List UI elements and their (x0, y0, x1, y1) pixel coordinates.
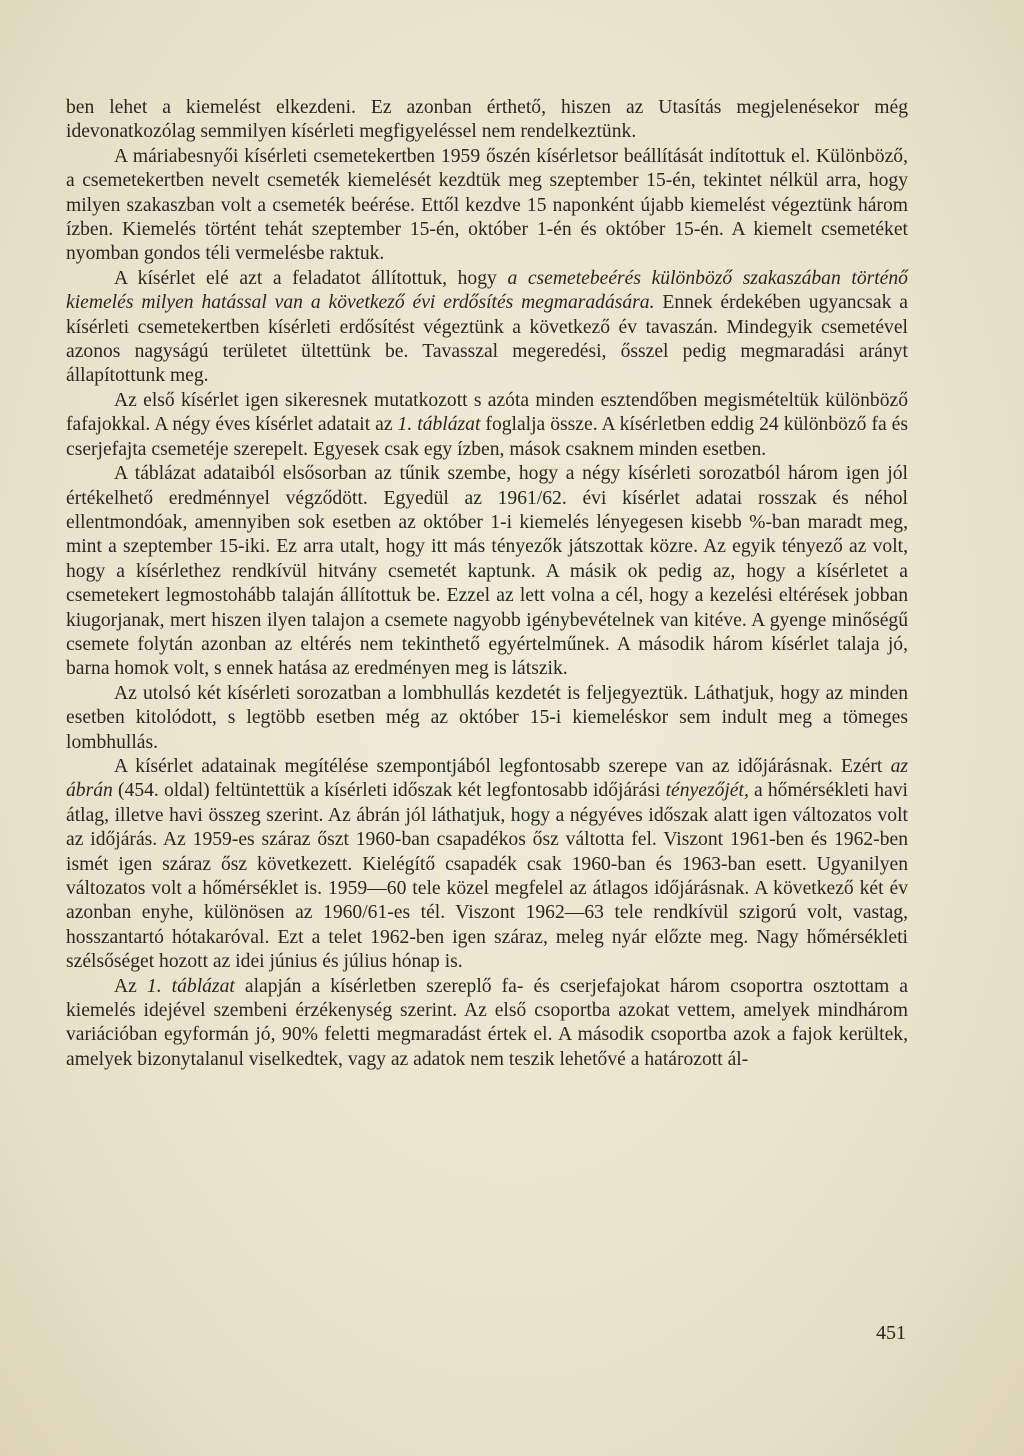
text-segment: A táblázat adataiból elsősorban az tűnik szembe, hogy a négy kísérleti sorozatból három igen jól értékelhető eredménnyel végződött. Egyedül az 1961/62. évi kísérlet adatai rosszak és néhol ellentmondóak, amennyiben sok esetben az október 1-i kiemelés lényegesen kisebb %-ban maradt meg, mint a szeptember 15-iki. Ez arra utalt, hogy itt más tényezők játszottak közre. Az egyik tényező az volt, hogy a kísérlethez rendkívül hitvány csemetét kaptunk. A másik ok pedig az, hogy a kísérletet a csemetekert legmostohább talaján állítottuk be. Ezzel az lett volna a cél, hogy a kezelési eltérések jobban kiugorjanak, mert hiszen ilyen talajon a csemete nagyobb igénybevételnek van kitéve. A gyenge minőségű csemete folytán azonban az eltérés nem tekinthető egyértelműnek. A második három kísérlet talaja jó, barna homok volt, s ennek hatása az eredményen meg is látszik. (66, 463, 908, 680)
text-segment: ben lehet a kiemelést elkezdeni. Ez azonban érthető, hiszen az Utasítás megjelenésekor még idevonatkozólag semmilyen kísérleti megfigyeléssel nem rendelkeztünk. (66, 97, 908, 143)
italic-text: tényezőjét, (665, 780, 749, 802)
italic-text: 1. táblázat (146, 975, 235, 997)
text-segment: (454. oldal) feltüntettük a kísérleti időszak két legfontosabb időjárási (112, 780, 666, 802)
paragraph (66, 145, 908, 267)
text-segment: A kísérlet adatainak megítélése szempontjából legfontosabb szerepe van az időjárásnak. Ezért (114, 755, 891, 777)
text-segment: a hőmérsékleti havi átlag, illetve havi összeg szerint. Az ábrán jól láthatjuk, hogy a négyéves időszak alatt igen változatos volt az időjárás. Az 1959-es száraz őszt 1960-ban csapadékos ősz váltotta fel. Viszont 1961-ben és 1962-ben ismét igen száraz ősz következett. Kielégítő csapadék csak 1960-ban és 1963-ban esett. Ugyanilyen változatos volt a hőmérséklet is. 1959—60 tele közel megfelel az átlagos időjárásnak. A következő két év azonban enyhe, különösen az 1960/61-es tél. Viszont 1962—63 tele rendkívül szigorú volt, vastag, hosszantartó hótakaróval. Ezt a telet 1962-ben igen száraz, meleg nyár előzte meg. Nagy hőmérsékleti szélsőséget hozott az idei június és július hónap is. (66, 780, 908, 973)
text-segment: A máriabesnyői kísérleti csemetekertben 1959 őszén kísérletsor beállítását indítottuk el. Különböző, a csemetekertben nevelt csemeték kiemelését kezdtük meg szeptember 15-én, tekintet nélkül arra, hogy milyen szakaszban volt a csemeték beérése. Ettől kezdve 15 naponként újabb kiemelést végeztünk három ízben. Kiemelés történt tehát szeptember 15-én, október 1-én és október 15-én. A kiemelt csemetéket nyomban gondos téli vermelésbe raktuk. (66, 145, 908, 265)
paragraph (66, 755, 908, 975)
paragraph (66, 682, 908, 755)
paragraph (66, 462, 908, 682)
paragraph (66, 389, 908, 462)
text-segment: Az utolsó két kísérleti sorozatban a lombhullás kezdetét is feljegyeztük. Láthatjuk, hogy az minden esetben kitolódott, s legtöbb esetben még az október 15-i kiemeléskor sem indult meg a tömeges lombhullás. (66, 682, 908, 753)
text-segment: Az (114, 975, 147, 997)
page-number: 451 (876, 1322, 906, 1344)
paragraph (66, 975, 908, 1073)
body-text (66, 96, 908, 1072)
paragraph (66, 96, 908, 145)
text-segment: Ennek érdekében ugyancsak a kísérleti csemetekertben kísérleti erdősítést végeztünk a következő év tavaszán. Mindegyik csemetével azonos nagyságú területet ültettünk be. Tavasszal megeredési, ősszel pedig megmaradási arányt állapítottunk meg. (66, 292, 908, 387)
paragraph (66, 267, 908, 389)
italic-text: 1. táblázat (397, 414, 481, 436)
text-segment: alapján a kísérletben szereplő fa- és cserjefajokat három csoportra osztottam a kiemelés idejével szembeni érzékenység szerint. Az első csoportba azokat vettem, amelyek mindhárom variációban egyformán jó, 90% feletti megmaradást értek el. A második csoportba azok a fajok kerültek, amelyek bizonytalanul viselkedtek, vagy az adatok nem teszik lehetővé a határozott ál- (66, 975, 908, 1070)
text-segment: Az első kísérlet igen sikeresnek mutatkozott s azóta minden esztendőben megismételtük különböző fafajokkal. A négy éves kísérlet adatait az (66, 389, 908, 436)
text-segment: A kísérlet elé azt a feladatot állítottuk, hogy (114, 267, 508, 289)
italic-text: a csemetebeérés különböző szakaszában történő kiemelés milyen hatással van a következő évi erdősítés megmaradására. (66, 267, 908, 314)
italic-text: az ábrán (66, 755, 908, 802)
text-segment: foglalja össze. A kísérletben eddig 24 különböző fa és cserjefajta csemetéje szerepelt. Egyesek csak egy ízben, mások csaknem minden esetben. (66, 414, 908, 460)
